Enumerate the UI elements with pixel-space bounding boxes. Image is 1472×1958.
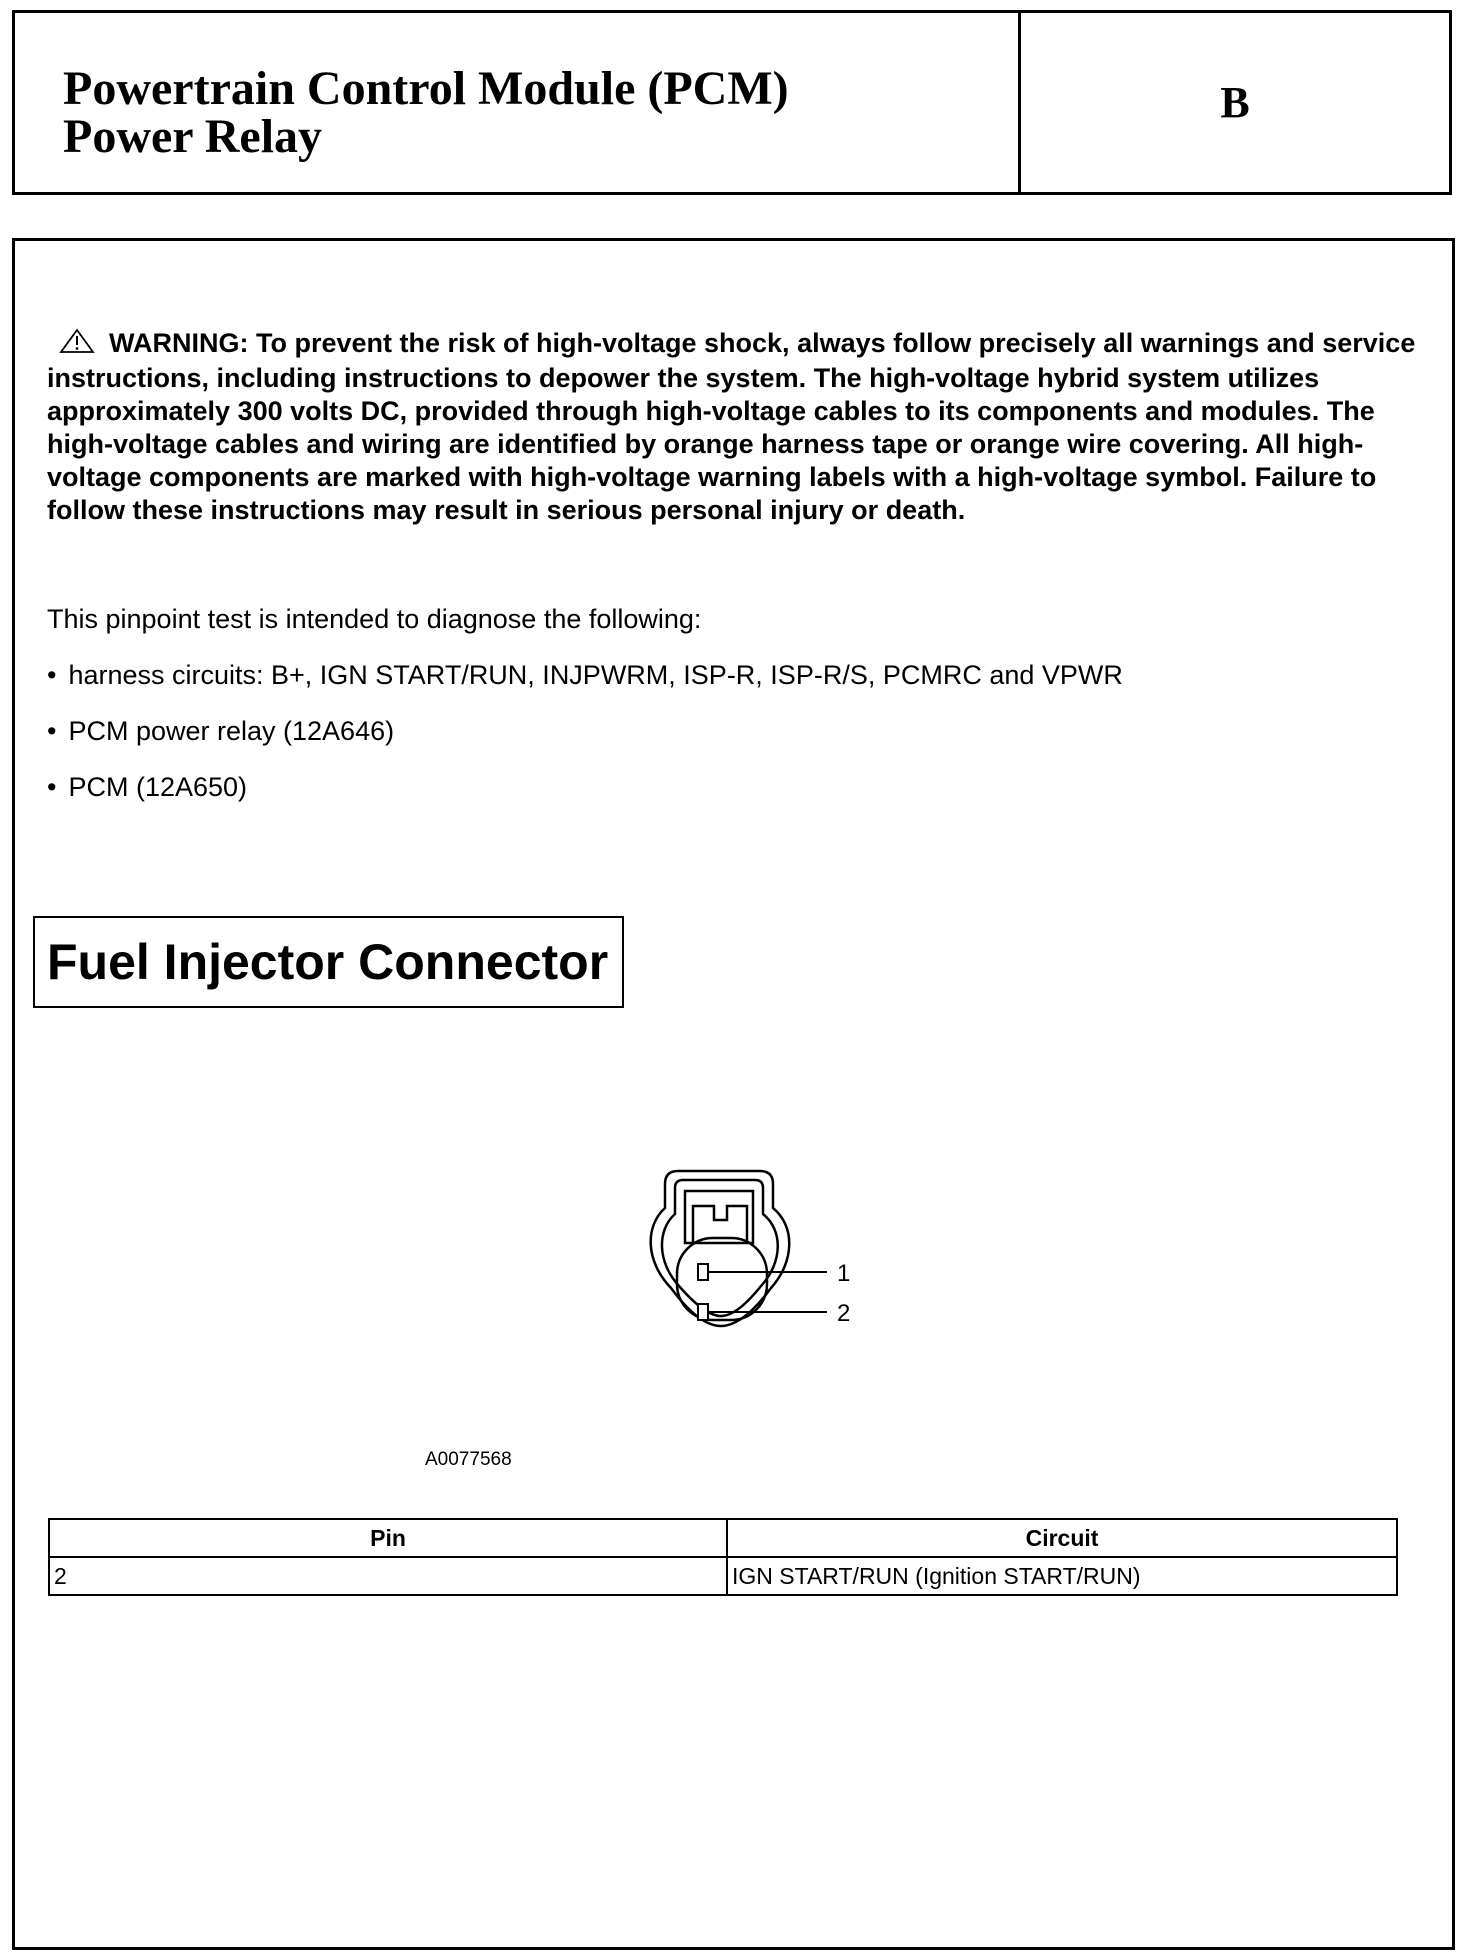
page-title bbox=[15, 13, 1021, 192]
pin-cell: 2 bbox=[49, 1557, 727, 1595]
figure-id: A0077568 bbox=[425, 1449, 512, 1470]
connector-latch bbox=[685, 1191, 753, 1243]
list-item: • harness circuits: B+, IGN START/RUN, INJPWRM, ISP-R, ISP-R/S, PCMRC and VPWR bbox=[47, 659, 1123, 692]
warning-block bbox=[47, 327, 1427, 527]
warning-triangle-icon bbox=[59, 328, 95, 362]
page-header bbox=[12, 10, 1452, 195]
pin-2-label: 2 bbox=[837, 1300, 851, 1327]
warning-text: WARNING: To prevent the risk of high-voltage shock, always follow precisely all warnings and service instructions, including instructions to depower the system. The high-voltage hybrid system utilizes approximately 300 volts DC, provided through high-voltage cables to its components and modules. The high-voltage cables and wiring are identified by orange harness tape or orange wire covering. All high-voltage components are marked with high-voltage warning labels with a high-voltage symbol. Failure to follow these instructions may result in serious personal injury or death. bbox=[47, 328, 1416, 525]
page-title-line-2: Power Relay bbox=[63, 110, 323, 163]
column-header-pin: Pin bbox=[49, 1519, 727, 1557]
intro-text: This pinpoint test is intended to diagnose the following: bbox=[47, 604, 702, 634]
list-item: • PCM (12A650) bbox=[47, 771, 1123, 804]
page-title-line-1: Powertrain Control Module (PCM) bbox=[63, 62, 789, 115]
list-item: • PCM power relay (12A646) bbox=[47, 715, 1123, 748]
pin-circuit-table bbox=[48, 1518, 1398, 1596]
section-letter: B bbox=[1220, 78, 1250, 127]
column-header-circuit: Circuit bbox=[727, 1519, 1397, 1557]
circuit-cell: IGN START/RUN (Ignition START/RUN) bbox=[727, 1557, 1397, 1595]
pin-1-label: 1 bbox=[837, 1260, 851, 1287]
connector-pin-2 bbox=[698, 1304, 708, 1320]
connector-heading: Fuel Injector Connector bbox=[33, 916, 624, 1008]
connector-pin-1 bbox=[698, 1264, 708, 1280]
connector-outer-shell bbox=[651, 1171, 790, 1326]
table-row bbox=[49, 1557, 1397, 1595]
diagnosis-list bbox=[47, 659, 1123, 827]
content-box bbox=[12, 238, 1455, 1950]
table-header-row bbox=[49, 1519, 1397, 1557]
fuel-injector-connector-diagram bbox=[625, 1166, 875, 1366]
